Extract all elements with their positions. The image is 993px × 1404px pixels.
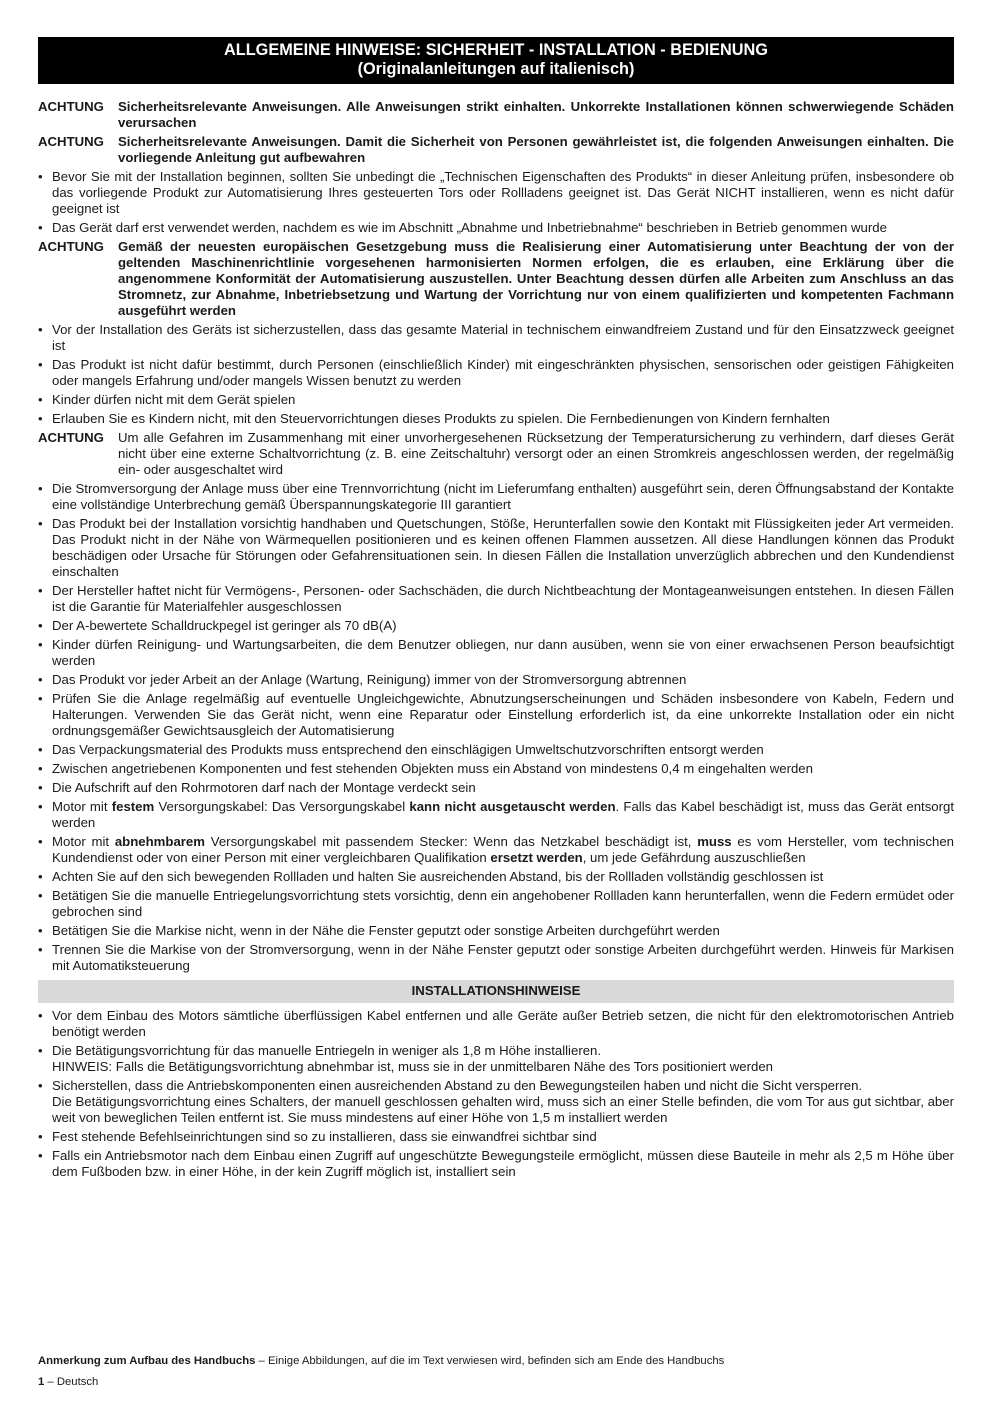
bullet-dot: • <box>38 392 43 407</box>
bullet-dot: • <box>38 799 43 814</box>
installation-notes <box>38 1008 954 1180</box>
bullet-dot: • <box>38 923 43 938</box>
bullet-item <box>38 322 954 354</box>
bullet-item <box>38 169 954 217</box>
bullet-item <box>38 481 954 513</box>
text-part: Motor mit <box>52 799 112 814</box>
bullet-dot: • <box>38 411 43 426</box>
bullet-dot: • <box>38 169 43 184</box>
bold-emphasis: kann nicht ausgetauscht werden <box>409 799 616 814</box>
bullet-item <box>38 742 954 758</box>
bullet-item <box>38 869 954 885</box>
bullet-item <box>38 942 954 974</box>
bullet-text: Das Verpackungsmaterial des Produkts muss entsprechend den einschlägigen Umweltschutzvorschriften entsorgt werden <box>52 742 764 757</box>
bullet-dot: • <box>38 780 43 795</box>
bullet-item <box>38 637 954 669</box>
text-part: es vom Hersteller, vom technischen Kundendienst oder von einer Person mit einer vergleichbaren Qualifikation <box>52 834 955 865</box>
install-text <box>52 1078 954 1126</box>
installation-heading: INSTALLATIONSHINWEISE <box>38 980 954 1003</box>
bullet-text: Trennen Sie die Markise von der Stromversorgung, wenn in der Nähe Fenster geputzt oder sonstige Arbeiten durchgeführt werden. Hinweis für Markisen mit Automatiksteuerung <box>52 942 954 973</box>
install-text-main: Falls ein Antriebsmotor nach dem Einbau einen Zugriff auf ungeschützte Bewegungsteile ermöglicht, müssen diese Bauteile in mehr als 2,5 m Höhe über dem Fußboden bzw. in einer Höhe, in der kein Zugriff möglich ist, installiert sein <box>52 1148 954 1179</box>
page-number-value: 1 <box>38 1376 45 1388</box>
install-text <box>52 1043 954 1075</box>
bullet-dot: • <box>38 220 43 235</box>
bullet-dot: • <box>38 1043 43 1058</box>
safety-notes <box>38 99 954 974</box>
bullet-text: Betätigen Sie die manuelle Entriegelungsvorrichtung stets vorsichtig, denn ein angehobener Rollladen kann herunterfallen, wenn die Federn ermüdet oder gebrochen sind <box>52 888 954 919</box>
bullet-text: Das Gerät darf erst verwendet werden, nachdem es wie im Abschnitt „Abnahme und Inbetriebnahme“ beschrieben in Betrieb genommen wurde <box>52 220 887 235</box>
bullet-item <box>38 888 954 920</box>
install-text-main: Vor dem Einbau des Motors sämtliche überflüssigen Kabel entfernen und alle Geräte außer Betrieb setzen, die nicht für den elektromotorischen Antrieb benötigt werden <box>52 1008 954 1039</box>
manual-note-label: Anmerkung zum Aufbau des Handbuchs <box>38 1355 256 1367</box>
warning-label: ACHTUNG <box>38 430 104 445</box>
page-number <box>38 1375 98 1389</box>
bullet-dot: • <box>38 742 43 757</box>
bullet-dot: • <box>38 516 43 531</box>
bullet-text: Der Hersteller haftet nicht für Vermögens-, Personen- oder Sachschäden, die durch Nichtbeachtung der Montageanweisungen entstehen. In diesen Fällen ist die Garantie für Materialfehler ausgeschlossen <box>52 583 954 614</box>
bullet-dot: • <box>38 672 43 687</box>
bullet-item <box>38 411 954 427</box>
bullet-dot: • <box>38 869 43 884</box>
bullet-dot: • <box>38 691 43 706</box>
bullet-text: Das Produkt bei der Installation vorsichtig handhaben und Quetschungen, Stöße, Herunterfallen sowie den Kontakt mit Flüssigkeiten jeder Art vermeiden. Das Produkt nicht in der Nähe von Wärmequellen positionieren und es keinen offenen Flammen aussetzen. All diese Handlungen können das Produkt beschädigen oder Ursache für Störungen oder Gefahrensituationen sein. In diesen Fällen die Installation unverzüglich abbrechen und den Kundendienst einschalten <box>52 516 954 579</box>
bold-emphasis: abnehmbarem <box>114 834 205 849</box>
bullet-text: Zwischen angetriebenen Komponenten und fest stehenden Objekten muss ein Abstand von mindestens 0,4 m eingehalten werden <box>52 761 813 776</box>
warning-item <box>38 239 954 319</box>
bullet-dot: • <box>38 618 43 633</box>
warning-item <box>38 430 954 478</box>
text-part: Motor mit <box>52 834 115 849</box>
bullet-item <box>38 618 954 634</box>
warning-text: Sicherheitsrelevante Anweisungen. Damit die Sicherheit von Personen gewährleistet ist, die folgenden Anweisungen einhalten. Die vorliegende Anleitung gut aufbewahren <box>118 134 954 165</box>
warning-item <box>38 134 954 166</box>
install-item <box>38 1148 954 1180</box>
bullet-text: Bevor Sie mit der Installation beginnen, sollten Sie unbedingt die „Technischen Eigenschaften des Produkts“ in dieser Anleitung prüfen, insbesondere ob das vorliegende Produkt zur Automatisierung Ihres gesteuerten Tors oder Rollladens geeignet ist. Das Gerät NICHT installieren, wenn es nicht dafür geeignet ist <box>52 169 954 216</box>
bullet-item <box>38 220 954 236</box>
warning-text: Um alle Gefahren im Zusammenhang mit einer unvorhergesehenen Rücksetzung der Temperatursicherung zu verhindern, darf dieses Gerät nicht über eine externe Schaltvorrichtung (z. B. eine Zeitschaltuhr) versorgt oder an einen Stromkreis angeschlossen werden, der regelmäßig ein- oder ausgeschaltet wird <box>118 430 954 477</box>
install-text <box>52 1129 954 1145</box>
install-text-note: HINWEIS: Falls die Betätigungsvorrichtung abnehmbar ist, muss sie in der unmittelbaren Nähe des Tors positioniert werden <box>52 1059 774 1074</box>
bullet-text <box>52 799 954 831</box>
bullet-dot: • <box>38 583 43 598</box>
bullet-text: Achten Sie auf den sich bewegenden Rollladen und halten Sie ausreichenden Abstand, bis der Rollladen vollständig geschlossen ist <box>52 869 824 884</box>
bullet-dot: • <box>38 1148 43 1163</box>
page-title <box>38 37 954 84</box>
warning-item <box>38 99 954 131</box>
bullet-dot: • <box>38 637 43 652</box>
bullet-dot: • <box>38 1078 43 1093</box>
title-line-1: ALLGEMEINE HINWEISE: SICHERHEIT - INSTALLATION - BEDIENUNG <box>224 41 768 59</box>
bullet-item <box>38 691 954 739</box>
bullet-text: Das Produkt ist nicht dafür bestimmt, durch Personen (einschließlich Kinder) mit eingeschränkten physischen, sensorischen oder geistigen Fähigkeiten oder mangels Erfahrung und/oder mangels Wissen benutzt zu werden <box>52 357 954 388</box>
page-language: – Deutsch <box>44 1376 99 1388</box>
bullet-dot: • <box>38 322 43 337</box>
bullet-dot: • <box>38 481 43 496</box>
bullet-text: Betätigen Sie die Markise nicht, wenn in der Nähe die Fenster geputzt oder sonstige Arbeiten durchgeführt werden <box>52 923 720 938</box>
bullet-text: Das Produkt vor jeder Arbeit an der Anlage (Wartung, Reinigung) immer von der Stromversorgung abtrennen <box>52 672 687 687</box>
install-item <box>38 1043 954 1075</box>
bullet-item <box>38 583 954 615</box>
bullet-item <box>38 516 954 580</box>
bullet-item <box>38 799 954 831</box>
bullet-item <box>38 357 954 389</box>
manual-note <box>38 1354 724 1368</box>
bold-emphasis: muss <box>697 834 732 849</box>
warning-label: ACHTUNG <box>38 99 104 114</box>
bullet-text: Der A-bewertete Schalldruckpegel ist geringer als 70 dB(A) <box>52 618 397 633</box>
warning-label: ACHTUNG <box>38 134 104 149</box>
bullet-text: Vor der Installation des Geräts ist sicherzustellen, dass das gesamte Material in technischem einwandfreiem Zustand und für den Einsatzzweck geeignet ist <box>52 322 954 353</box>
text-part: Versorgungskabel: Das Versorgungskabel <box>154 799 410 814</box>
bullet-dot: • <box>38 1008 43 1023</box>
bullet-dot: • <box>38 888 43 903</box>
bullet-item <box>38 672 954 688</box>
bullet-text: Die Stromversorgung der Anlage muss über eine Trennvorrichtung (nicht im Lieferumfang enthalten) ausgeführt sein, deren Öffnungsabstand der Kontakte eine vollständige Unterbrechung gemäß Überspannungskategorie III garantiert <box>52 481 954 512</box>
bullet-text <box>52 834 954 866</box>
bullet-text: Erlauben Sie es Kindern nicht, mit den Steuervorrichtungen dieses Produkts zu spielen. Die Fernbedienungen von Kindern fernhalten <box>52 411 830 426</box>
bullet-dot: • <box>38 761 43 776</box>
bullet-item <box>38 923 954 939</box>
text-part: , um jede Gefährdung auszuschließen <box>582 850 806 865</box>
warning-text: Gemäß der neuesten europäischen Gesetzgebung muss die Realisierung einer Automatisierung unter Beachtung der von der geltenden Maschinenrichtlinie vorgesehenen harmonisierten Normen erfolgen, die es erlauben, eine Erklärung über die angenommene Konformität der Automatisierung auszustellen. Unter Beachtung dessen dürfen alle Arbeiten zum Anschluss an das Stromnetz, zur Abnahme, Inbetriebsetzung und Wartung der Vorrichtung nur von einem qualifizierten und kompetenten Fachmann ausgeführt werden <box>118 239 954 318</box>
bold-emphasis: ersetzt werden <box>490 850 583 865</box>
bullet-item <box>38 392 954 408</box>
bullet-dot: • <box>38 834 43 849</box>
page <box>38 37 954 1183</box>
bullet-dot: • <box>38 942 43 957</box>
install-text-main: Fest stehende Befehlseinrichtungen sind so zu installieren, dass sie einwandfrei sichtbar sind <box>52 1129 597 1144</box>
install-text-note: Die Betätigungsvorrichtung eines Schalters, der manuell geschlossen gehalten wird, muss sich an einer Stelle befinden, die vom Tor aus gut sichtbar, aber weit von beweglichen Teilen entfernt ist. Sie muss mindestens auf einer Höhe von 1,5 m installiert werden <box>52 1094 954 1125</box>
install-text-main: Die Betätigungsvorrichtung für das manuelle Entriegeln in weniger als 1,8 m Höhe installieren. <box>52 1043 602 1058</box>
bullet-item <box>38 834 954 866</box>
warning-text: Sicherheitsrelevante Anweisungen. Alle Anweisungen strikt einhalten. Unkorrekte Installationen können schwerwiegende Schäden verursachen <box>118 99 954 130</box>
title-line-2: (Originalanleitungen auf italienisch) <box>357 60 635 78</box>
install-item <box>38 1129 954 1145</box>
manual-note-text: – Einige Abbildungen, auf die im Text verwiesen wird, befinden sich am Ende des Handbuchs <box>255 1355 725 1367</box>
bullet-item <box>38 780 954 796</box>
bold-emphasis: festem <box>111 799 155 814</box>
bullet-text: Die Aufschrift auf den Rohrmotoren darf nach der Montage verdeckt sein <box>52 780 476 795</box>
warning-label: ACHTUNG <box>38 239 104 254</box>
install-text <box>52 1008 954 1040</box>
bullet-item <box>38 761 954 777</box>
text-part: Versorgungskabel mit passendem Stecker: Wenn das Netzkabel beschädigt ist, <box>205 834 698 849</box>
bullet-text: Prüfen Sie die Anlage regelmäßig auf eventuelle Ungleichgewichte, Abnutzungserscheinungen und Schäden insbesondere von Kabeln, Federn und Halterungen. Verwenden Sie das Gerät nicht, wenn eine Reparatur oder Einstellung erforderlich ist, da eine unkorrekte Installation oder ein nicht ordnungsgemäßer Gewichtsausgleich der Automatisierung <box>52 691 954 738</box>
install-text <box>52 1148 954 1180</box>
bullet-dot: • <box>38 1129 43 1144</box>
install-text-main: Sicherstellen, dass die Antriebskomponenten einen ausreichenden Abstand zu den Bewegungsteilen haben und nicht die Sicht versperren. <box>52 1078 863 1093</box>
bullet-text: Kinder dürfen Reinigung- und Wartungsarbeiten, die dem Benutzer obliegen, nur dann ausüben, wenn sie von einer erwachsenen Person beaufsichtigt werden <box>52 637 954 668</box>
bullet-text: Kinder dürfen nicht mit dem Gerät spielen <box>52 392 296 407</box>
bullet-dot: • <box>38 357 43 372</box>
text-part: . Falls das Kabel beschädigt ist, muss das Gerät entsorgt werden <box>52 799 955 830</box>
install-item <box>38 1078 954 1126</box>
install-item <box>38 1008 954 1040</box>
